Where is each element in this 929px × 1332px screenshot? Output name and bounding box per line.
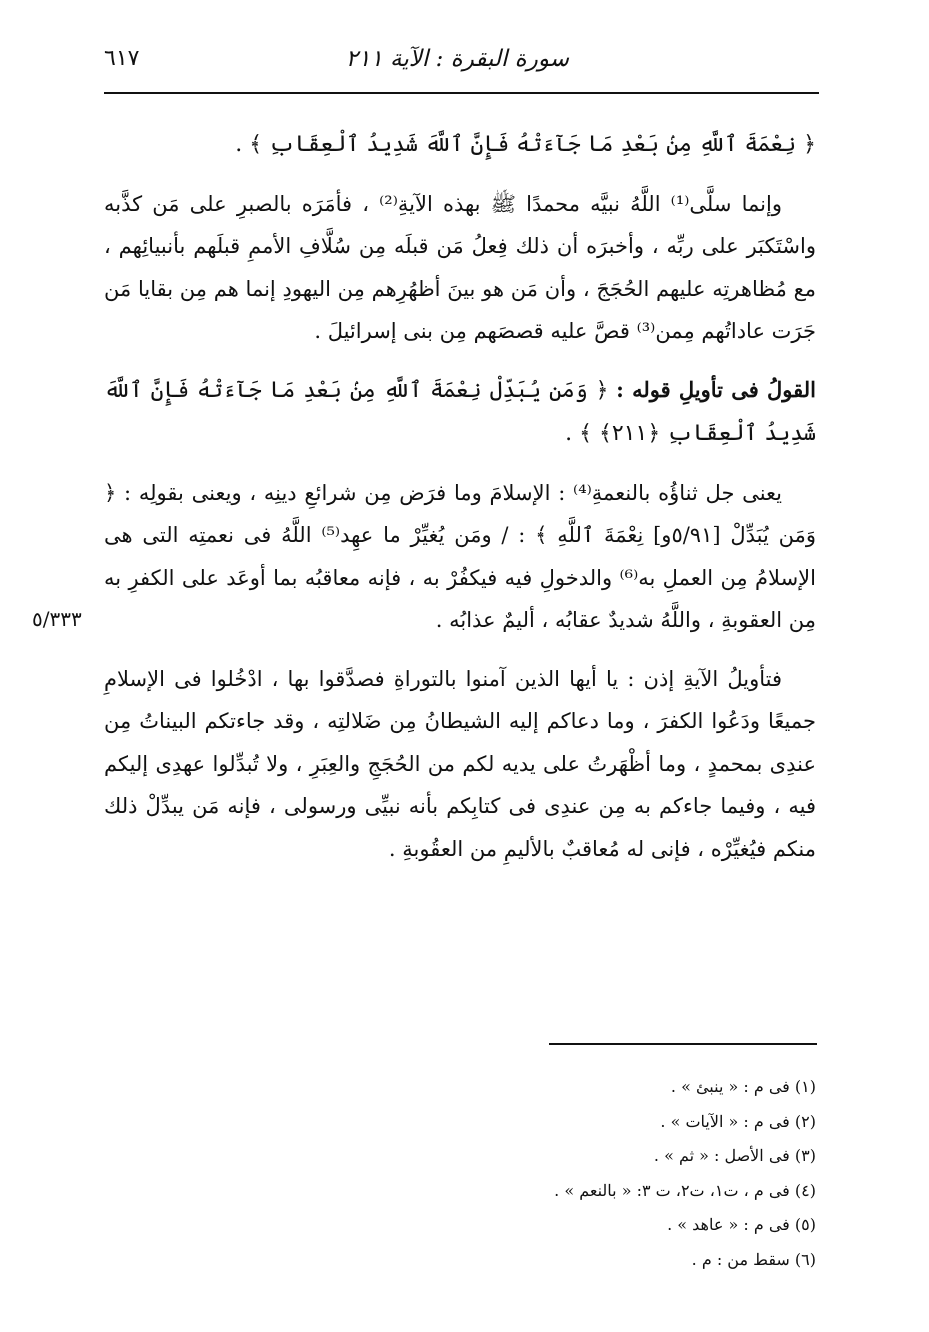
paragraph-blessing: يعنى جل ثناؤُه بالنعمةِ⁽⁴⁾ : الإسلامَ وما فرَض مِن شرائعِ دينِه ، ويعنى بقولِه : ﴿ وَمَن يُبَدِّلْ [٥/٩١و] نِعْمَةَ ٱللَّهِ ﴾ : / ومَن يُغيِّرْ ما عهِد⁽⁵⁾ اللَّهُ فى نعمتِه التى هى الإسلامُ مِن العملِ به⁽⁶⁾ والدخولِ فيه فيكفُرْ به ، فإنه معاقبُه بما أوعَد على الكفرِ به مِن العقوبةِ ، واللَّهُ شديدٌ عقابُه ، أليمٌ عذابُه . (104, 480, 816, 632)
paragraph-consolation: وإنما سلَّى⁽¹⁾ اللَّهُ نبيَّه محمدًا ﷺ بهذه الآيةِ⁽²⁾ ، فأمَرَه بالصبرِ على مَن كذَّبه واسْتَكبَر على ربِّه ، وأخبرَه أن ذلك فِعلُ مَن قبلَه مِن سُلَّافِ الأممِ قبلَهم بأنبيائِهم ، مع مُظاهرتِه عليهم الحُجَجَ ، وأن مَن هو بينَ أظهُرِهم مِن اليهودِ إنما هم مِن بقايا مَن جَرَت عاداتُهم مِمن⁽³⁾ قصَّ عليه قصصَهم مِن بنى إسرائيلَ . (104, 191, 816, 343)
header-rule (104, 92, 819, 94)
section-heading (104, 369, 816, 456)
page-number: ٦١٧ (104, 46, 140, 71)
footnote-rule (549, 1043, 817, 1045)
footnote-6: (٦) سقط من : م . (691, 1249, 816, 1269)
heading-lead: القولُ فى تأويلِ قوله : (616, 376, 816, 402)
verse-continuation: ﴿ نِعْمَةَ ٱللَّهِ مِنۢ بَعْدِ مَا جَآءَتْهُ فَإِنَّ ٱللَّهَ شَدِيدُ ٱلْعِقَابِ ﴾ . (235, 132, 816, 157)
page-header (104, 44, 819, 84)
heading-verse: ﴿ وَمَن يُبَدِّلْ نِعْمَةَ ٱللَّهِ مِنۢ بَعْدِ مَا جَآءَتْهُ فَإِنَّ ٱللَّهَ شَدِيدُ ٱلْعِقَابِ ﴿٢١١﴾ ﴾ . (104, 377, 816, 446)
footnote-5: (٥) فى م : « عاهد » . (667, 1215, 816, 1235)
footnotes (440, 1070, 816, 1278)
paragraph-interpretation: فتأويلُ الآيةِ إذن : يا أيها الذين آمنوا بالتوراةِ فصدَّقوا بها ، ادْخُلوا فى الإسلامِ جميعًا ودَعُوا الكفرَ ، وما دعاكم إليه الشيطانُ مِن ضَلالتِه ، وقد جاءتكم البيناتُ مِن عندِى بمحمدٍ ، وما أظْهَرتُ على يديه لكم من الحُجَجِ والعِبَرِ ، ولا تُبدِّلوا عهدِى إليكم فيه ، وفيما جاءكم به مِن عندِى فى كتابِكم بأنه نبيِّى ورسولى ، فإنه مَن يبدِّلْ ذلك منكم فيُغيِّرْه ، فإنى له مُعاقبٌ بالأليمِ من العقُوبةِ . (104, 666, 816, 861)
margin-reference: ٥/٣٣٣ (32, 607, 82, 631)
main-text (104, 124, 816, 886)
running-title: سورة البقرة : الآية ٢١١ (345, 46, 569, 72)
footnote-1: (١) فى م : « ينبئ » . (670, 1077, 816, 1096)
footnote-3: (٣) فى الأصل : « ثم » . (653, 1146, 816, 1166)
footnote-4: (٤) فى م ، ت١، ت٢، ت ٣: « بالنعم » . (554, 1180, 816, 1200)
footnote-2: (٢) فى م : « الآيات » . (660, 1111, 816, 1131)
